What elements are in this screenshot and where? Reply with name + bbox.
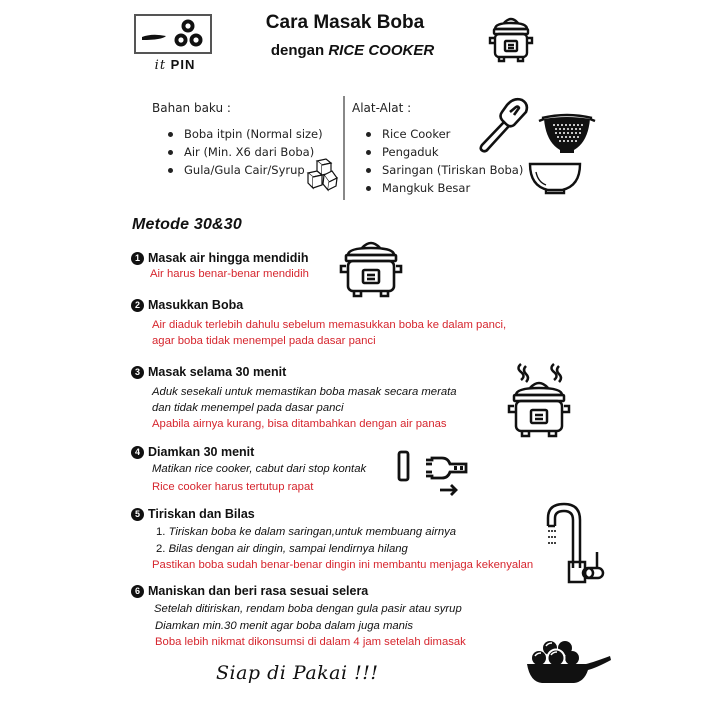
step-note: dan tidak menempel pada dasar panci [152,402,344,414]
step-warning: Air harus benar-benar mendidih [150,268,309,280]
list-item: Boba itpin (Normal size) [184,127,323,141]
step-note: Aduk sesekali untuk memastikan boba masak secara merata [152,386,457,398]
step-number-badge: 6 [131,585,144,598]
note-text: Tiriskan boba ke dalam saringan,untuk membuang airnya [168,526,457,538]
bowl-icon [528,160,582,196]
section-divider [343,96,345,200]
boba-pan-icon [524,638,612,688]
step-title: Tiriskan dan Bilas [148,507,255,521]
boba-logo-icon [136,16,210,52]
steaming-rice-cooker-icon [504,360,574,440]
step-warning: agar boba tidak menempel pada dasar panci [152,335,376,347]
rice-cooker-icon [486,13,536,65]
step-number-badge: 4 [131,446,144,459]
ingredients-label: Bahan baku : [152,101,231,115]
unplug-icon [396,450,472,500]
step-note: Diamkan min.30 menit agar boba dalam juga manis [155,620,414,632]
note-text: Bilas dengan air dingin, sampai lendirnya hilang [168,543,408,555]
list-item: Pengaduk [382,143,523,161]
page-subtitle [230,42,475,59]
step-number-badge: 2 [131,299,144,312]
colander-icon [538,112,596,158]
list-item: Air (Min. X6 dari Boba) [184,143,323,161]
step-note: Matikan rice cooker, cabut dari stop kontak [152,463,367,475]
sugar-cubes-icon [305,158,339,194]
faucet-icon [540,500,616,586]
closing-message: Siap di Pakai !!! [216,662,379,684]
list-item: Mangkuk Besar [382,179,523,197]
ingredients-list [184,125,323,179]
step-title: Masukkan Boba [148,298,244,312]
list-item: Rice Cooker [382,125,523,143]
list-item: Gula/Gula Cair/Syrup [184,161,323,179]
step-note [156,541,408,557]
brand-logo [134,14,212,54]
step-warning: Boba lebih nikmat dikonsumsi di dalam 4 jam setelah dimasak [155,636,466,648]
step-number-badge: 3 [131,366,144,379]
subtitle-prefix: dengan [270,42,329,59]
step-title: Masak air hingga mendidih [148,251,309,265]
note-number: 1. [156,526,166,538]
note-number: 2. [156,543,166,555]
tools-label: Alat-Alat : [352,101,412,115]
step-warning: Rice cooker harus tertutup rapat [152,481,314,493]
rice-cooker-icon [336,236,406,302]
step-number-badge: 5 [131,508,144,521]
step-title: Diamkan 30 menit [148,445,255,459]
brand-prefix: it [154,58,167,73]
step-warning: Air diaduk terlebih dahulu sebelum memasukkan boba ke dalam panci, [152,319,507,331]
step-title: Masak selama 30 menit [148,365,287,379]
brand-suffix: PIN [170,57,196,72]
step-number-badge: 1 [131,252,144,265]
page-title: Cara Masak Boba [265,12,425,33]
list-item: Saringan (Tiriskan Boba) [382,163,524,177]
method-title: Metode 30&30 [132,216,242,233]
brand-name [137,57,213,73]
spatula-icon [474,95,534,155]
subtitle-emphasis: RICE COOKER [328,42,435,59]
step-warning: Apabila airnya kurang, bisa ditambahkan dengan air panas [152,418,447,430]
step-note [156,524,456,540]
step-warning: Pastikan boba sudah benar-benar dingin ini membantu menjaga kekenyalan [152,559,534,571]
step-title: Maniskan dan beri rasa sesuai selera [148,584,369,598]
step-note: Setelah ditiriskan, rendam boba dengan gula pasir atau syrup [154,603,462,615]
